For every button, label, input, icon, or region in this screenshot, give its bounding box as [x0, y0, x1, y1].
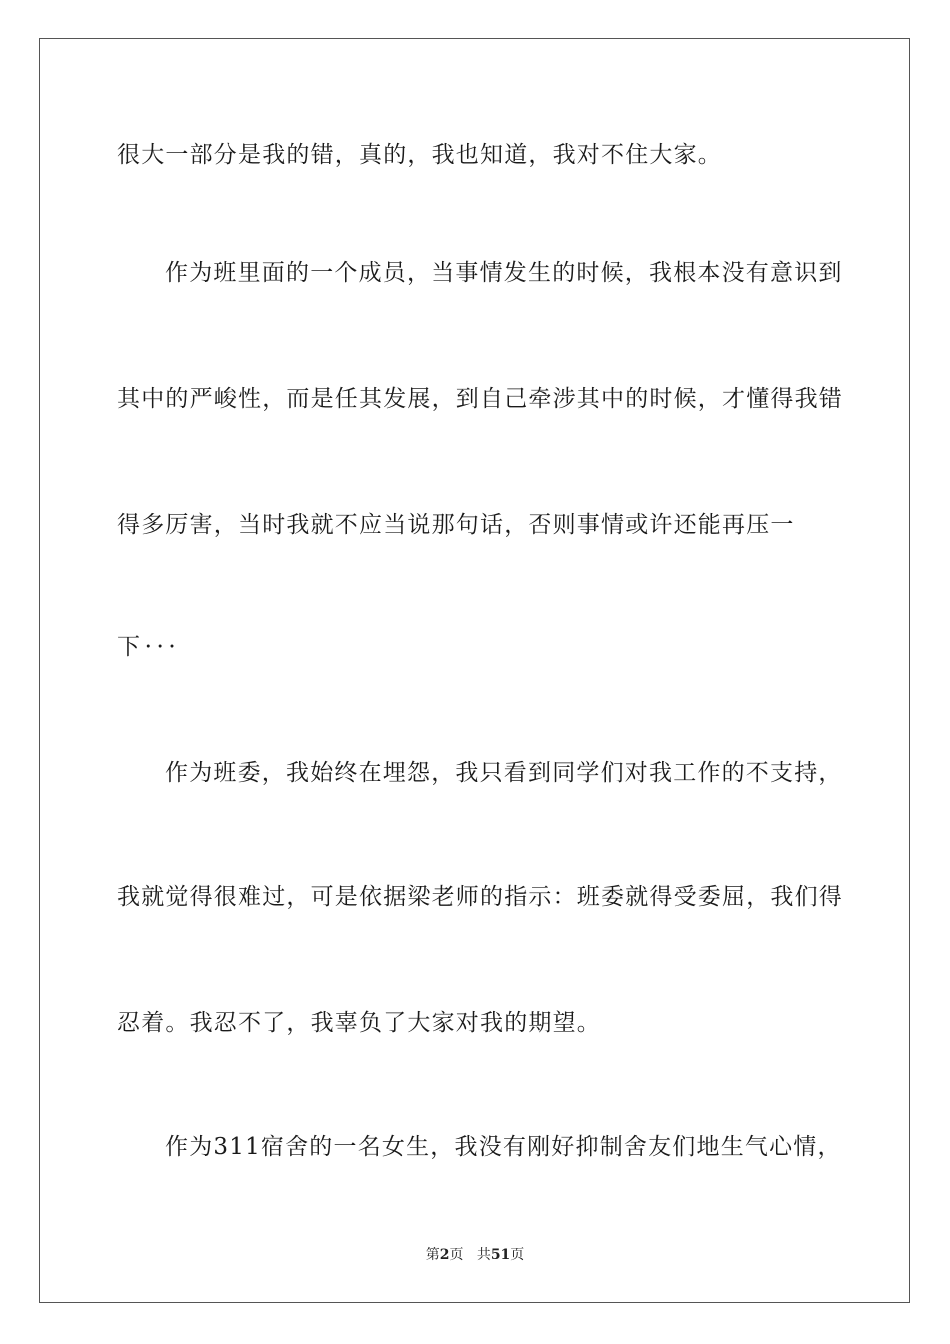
page-border [39, 38, 910, 1303]
footer-total-suffix: 页 [510, 1247, 525, 1263]
footer-prefix: 第 [425, 1247, 440, 1263]
footer-page-suffix: 页 [449, 1247, 464, 1263]
text-line: 作为311宿舍的一名女生，我没有刚好抑制舍友们地生气心情， [165, 1134, 842, 1160]
footer-total-prefix: 共 [476, 1247, 491, 1263]
text-line: 很大一部分是我的错，真的，我也知道，我对不住大家。 [117, 142, 722, 168]
text-line: 下··· [117, 634, 181, 660]
footer-total-pages: 51 [490, 1247, 511, 1263]
text-line: 忍着。我忍不了，我辜负了大家对我的期望。 [117, 1010, 601, 1036]
text-line: 其中的严峻性，而是任其发展，到自己牵涉其中的时候，才懂得我错 [117, 386, 843, 412]
text-line: 我就觉得很难过，可是依据梁老师的指示：班委就得受委屈，我们得 [117, 884, 843, 910]
text-line: 作为班里面的一个成员，当事情发生的时候，我根本没有意识到 [165, 260, 843, 286]
text-line: 得多厉害，当时我就不应当说那句话，否则事情或许还能再压一 [117, 512, 795, 538]
page-footer [0, 1245, 950, 1265]
text-line: 作为班委，我始终在埋怨，我只看到同学们对我工作的不支持， [165, 760, 843, 786]
footer-page-number: 2 [439, 1247, 450, 1263]
